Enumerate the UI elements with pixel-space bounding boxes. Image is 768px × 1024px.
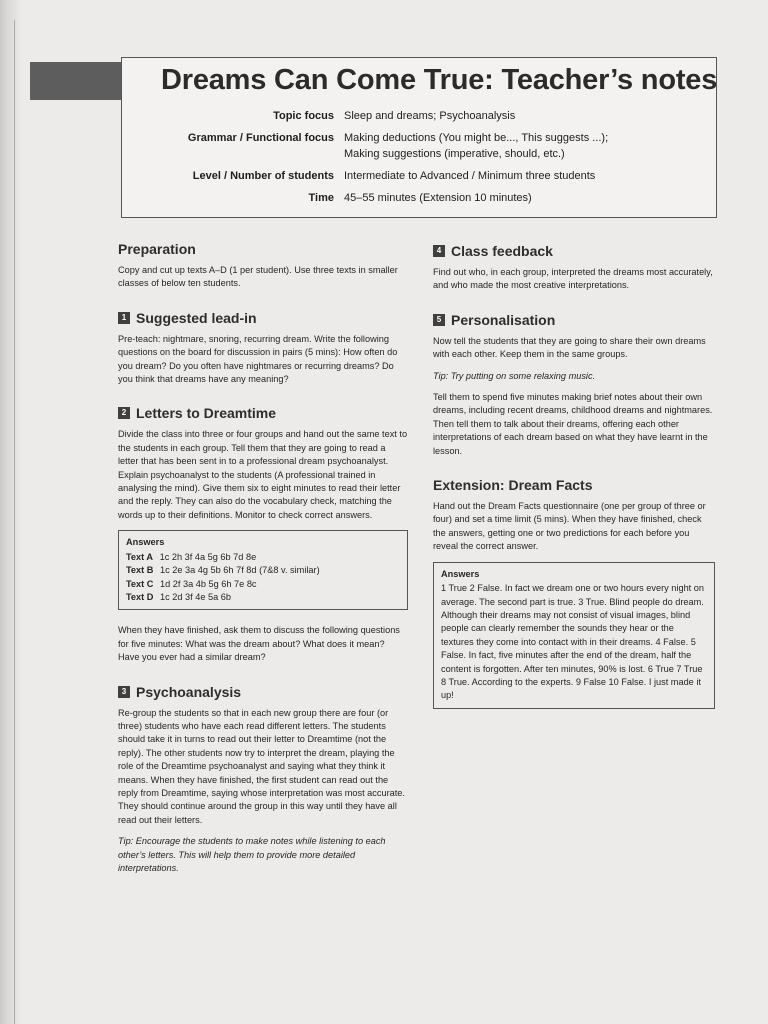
meta-row-topic	[132, 108, 702, 124]
letters-text: Divide the class into three or four groups and hand out the same text to the students in each group. Tell them that they are going to read a letter that has been sent in to a professional dream psychoanalyst. Explain psychoanalyst to the students (A professional trained in analysing the mind). Give them six to eight minutes to read their letter and the reply. They can also do the vocabulary check, matching the words up to their definitions. Monitor to check correct answers.	[118, 429, 408, 520]
personalisation-text-2: Tell them to spend five minutes making brief notes about their own dreams, including recent dreams, childhood dreams and nightmares. Then tell them to talk about their dreams, offering each other interpretations of each dream based on what they have learnt in the lesson.	[433, 392, 713, 456]
section-title: Class feedback	[451, 243, 553, 259]
answer-row	[126, 551, 400, 564]
meta-value: Sleep and dreams; Psychoanalysis	[344, 110, 516, 122]
meta-row-level	[132, 168, 702, 184]
psychoanalysis-tip: Tip: Encourage the students to make notes while listening to each other’s letters. This will help them to provide more detailed interpretations.	[118, 836, 386, 873]
section-heading-psychoanalysis	[118, 683, 408, 701]
meta-row-time	[132, 190, 702, 206]
section-number-badge: 5	[433, 314, 445, 326]
answers-text: 1 True 2 False. In fact we dream one or two hours every night on average. The second part is true. 3 True. Blind people do dream. Although their dreams may not consist of visual images, blind people can clearly remember the sounds they hear or the textures they come into contact with in their dreams. 4 False. 5 False. In fact, five minutes after the end of the dream, half the content is forgotten. After ten minutes, 90% is lost. 6 True 7 True 8 True. According to the experts. 9 False 10 False. I just made it up!	[441, 583, 705, 701]
meta-value: 45–55 minutes (Extension 10 minutes)	[344, 192, 532, 204]
meta-value-line: Making suggestions (imperative, should, etc.)	[344, 148, 565, 160]
answer-value: 1d 2f 3a 4b 5g 6h 7e 8c	[159, 578, 257, 589]
meta-value-line: Making deductions (You might be..., This suggests ...);	[344, 132, 609, 144]
page-edge-shadow	[0, 0, 22, 1024]
lead-in-text: Pre-teach: nightmare, snoring, recurring dream. Write the following questions on the board for discussion in pairs (5 mins): How often do you dream? Do you often have nightmares or recurring dreams? Do you think that dreams have any meaning?	[118, 333, 398, 385]
answers-title: Answers	[126, 537, 165, 548]
section-heading-extension: Extension: Dream Facts	[433, 477, 593, 494]
answer-row	[126, 564, 400, 577]
answer-value: 1c 2e 3a 4g 5b 6h 7f 8d (7&8 v. similar)	[159, 565, 320, 576]
section-heading-preparation: Preparation	[118, 241, 196, 257]
section-title: Suggested lead-in	[136, 309, 257, 326]
personalisation-text: Now tell the students that they are going to share their own dreams with each other. Keep them in the same groups.	[433, 335, 706, 360]
section-title: Psychoanalysis	[136, 683, 242, 700]
meta-label: Grammar / Functional focus	[187, 132, 334, 144]
section-number-badge: 2	[118, 407, 130, 419]
section-heading-lead-in	[118, 309, 408, 327]
meta-label: Topic focus	[273, 110, 334, 122]
preparation-text: Copy and cut up texts A–D (1 per student). Use three texts in smaller classes of below ten students.	[118, 265, 398, 289]
section-title: Personalisation	[451, 311, 556, 328]
section-heading-letters	[118, 404, 408, 422]
answer-value: 1c 2d 3f 4e 5a 6b	[159, 591, 231, 602]
left-column	[118, 240, 408, 883]
section-heading-feedback	[433, 242, 715, 260]
discussion-text: When they have finished, ask them to discuss the following questions for five minutes: What was the dream about? What does it mean? Have you ever had a similar dream?	[118, 625, 400, 663]
right-column	[433, 242, 715, 723]
meta-value	[344, 130, 702, 162]
answer-row	[126, 578, 400, 591]
meta-value: Intermediate to Advanced / Minimum three students	[344, 170, 596, 182]
page-title: Dreams Can Come True: Teacher’s notes	[161, 64, 718, 96]
answer-value: 1c 2h 3f 4a 5g 6b 7d 8e	[159, 551, 257, 562]
answers-box-texts	[118, 530, 408, 610]
feedback-text: Find out who, in each group, interpreted the dreams most accurately, and who made the most creative interpretations.	[433, 267, 713, 291]
section-number-badge: 3	[118, 686, 130, 698]
answer-row	[126, 591, 400, 604]
answer-label: Text A	[126, 551, 154, 562]
section-number-badge: 4	[433, 245, 445, 257]
binding-line	[14, 20, 15, 1024]
personalisation-tip: Tip: Try putting on some relaxing music.	[433, 370, 596, 381]
answer-label: Text B	[126, 565, 154, 576]
section-title: Letters to Dreamtime	[136, 405, 277, 422]
meta-row-grammar	[132, 130, 702, 162]
section-heading-personalisation	[433, 311, 715, 329]
answer-label: Text D	[126, 591, 154, 602]
extension-text: Hand out the Dream Facts questionnaire (one per group of three or four) and set a time limit (5 mins). When they have finished, check the answers, getting one or two predictions for each before you reveal the correct answer.	[433, 501, 706, 552]
answer-label: Text C	[126, 578, 154, 589]
lesson-meta	[132, 108, 702, 212]
psychoanalysis-text: Re-group the students so that in each new group there are four (or three) students who have each read different letters. The students should take it in turns to read out their letter to Dreamtime (not the reply). The other students now try to interpret the dream, playing the role of the Dreamtime psychoanalyst and saying what they think it means. When they have finished, the first student can read out the reply from Dreamtime, saying whose interpretation was most accurate. They should continue around the group in this way until they have all read out their letters.	[118, 707, 405, 825]
meta-label: Level / Number of students	[192, 170, 334, 182]
meta-label: Time	[308, 192, 334, 204]
section-number-badge: 1	[118, 312, 130, 324]
answers-title: Answers	[441, 568, 480, 579]
answers-box-dream-facts	[433, 562, 715, 709]
